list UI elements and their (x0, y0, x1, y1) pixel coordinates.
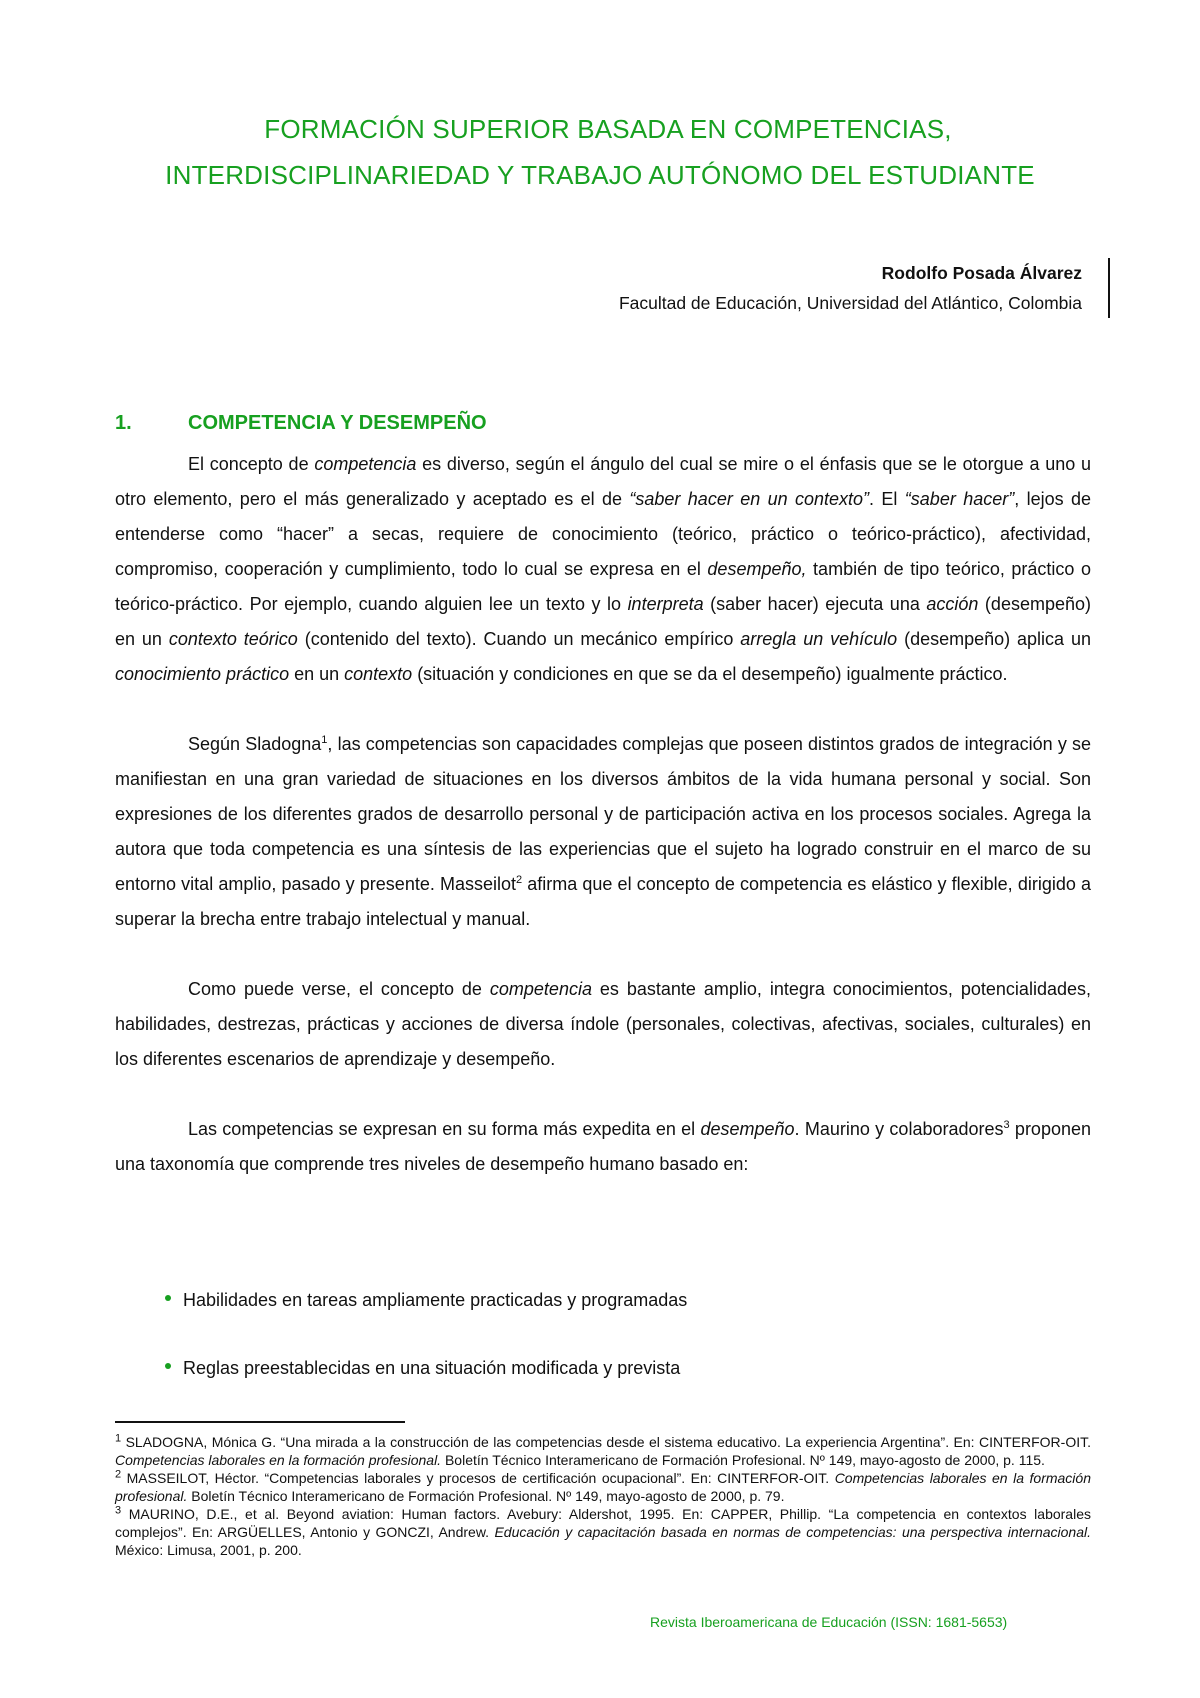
text-run: Boletín Técnico Interamericano de Formación Profesional. Nº 149, mayo-agosto de 2000, p. 79. (187, 1488, 785, 1504)
footnote-ref[interactable]: 1 (321, 734, 328, 746)
text-run: El concepto de (188, 454, 315, 474)
body-text (115, 447, 1091, 1182)
text-run: en un (289, 664, 345, 684)
journal-footer: Revista Iberoamericana de Educación (ISSN: 1681-5653) (650, 1614, 1008, 1630)
text-run: (contenido del texto). Cuando un mecánico empírico (297, 629, 741, 649)
text-run: Según Sladogna (188, 734, 322, 754)
bullet-item (183, 1290, 687, 1311)
footnote-divider (115, 1421, 405, 1423)
text-run: SLADOGNA, Mónica G. “Una mirada a la construcción de las competencias desde el sistema educativo. La experiencia Argentina”. En: CINTERFOR-OIT. (121, 1434, 1091, 1450)
section-heading (115, 412, 487, 435)
footnote-number: 2 (115, 1468, 122, 1481)
section-number: 1. (115, 412, 132, 434)
italic-run: desempeño (700, 1119, 795, 1139)
text-run: es bastante amplio, integra conocimientos, potencialidades, habilidades, destrezas, prácticas y acciones de diversa índole (personales, colectivas, afectivas, sociales, culturales) en los diferentes escenarios de aprendizaje y desempeño. (115, 979, 1091, 1069)
italic-run: contexto (344, 664, 413, 684)
text-run: . Maurino y colaboradores (794, 1119, 1004, 1139)
text-run: . El (869, 489, 905, 509)
bullet-dot-icon (165, 1363, 171, 1369)
text-run: MAURINO, D.E., et al. Beyond aviation: Human factors. Avebury: Aldershot, 1995. En: CAPPER, Phillip. “La competencia en contextos laborales complejos”. En: ARGÜELLES, Antonio y GONCZI, Andrew. (115, 1506, 1091, 1540)
paragraph-2 (115, 727, 1091, 937)
footnote-number: 1 (115, 1432, 122, 1445)
section-title: COMPETENCIA Y DESEMPEÑO (188, 412, 487, 434)
paragraph-4 (115, 1112, 1091, 1182)
text-run: (desempeño) aplica un (897, 629, 1091, 649)
bullet-item (183, 1358, 680, 1379)
footnote-3 (115, 1505, 1091, 1559)
bullet-text: Habilidades en tareas ampliamente practicadas y programadas (183, 1290, 688, 1310)
italic-run: contexto teórico (168, 629, 298, 649)
text-run: proponen una taxonomía que comprende tres niveles de desempeño humano basado en: (115, 1119, 1091, 1174)
italic-run: Competencias laborales en la formación profesional. (115, 1452, 442, 1468)
author-affiliation: Facultad de Educación, Universidad del Atlántico, Colombia (618, 293, 1082, 313)
italic-run: interpreta (627, 594, 704, 614)
footnote-number: 3 (115, 1504, 122, 1517)
text-run: , lejos de entenderse como “hacer” a secas, requiere de conocimiento (teórico, práctico o teórico-práctico), afectividad, compromiso, cooperación y cumplimiento, todo lo cual se expresa en el (115, 489, 1092, 579)
italic-run: competencia (314, 454, 417, 474)
bullet-dot-icon (165, 1295, 171, 1301)
footnote-2 (115, 1469, 1091, 1505)
italic-run: Competencias laborales en la formación profesional. (115, 1470, 1091, 1504)
italic-run: Educación y capacitación basada en normas de competencias: una perspectiva internacional. (494, 1524, 1092, 1540)
footnote-ref[interactable]: 2 (516, 874, 523, 886)
italic-run: arregla un vehículo (740, 629, 898, 649)
text-run: (situación y condiciones en que se da el desempeño) igualmente práctico. (412, 664, 1008, 684)
bullet-text: Reglas preestablecidas en una situación modificada y prevista (183, 1358, 681, 1378)
text-run: también de tipo teórico, práctico o teórico-práctico. Por ejemplo, cuando alguien lee un texto y lo (115, 559, 1091, 614)
text-run: afirma que el concepto de competencia es elástico y flexible, dirigido a superar la brecha entre trabajo intelectual y manual. (115, 874, 1091, 929)
text-run: Las competencias se expresan en su forma más expedita en el (188, 1119, 701, 1139)
author-side-rule (1108, 258, 1110, 318)
italic-run: competencia (489, 979, 592, 999)
paper-title-line-1: FORMACIÓN SUPERIOR BASADA EN COMPETENCIAS, (264, 114, 952, 144)
italic-run: acción (926, 594, 979, 614)
text-run: , las competencias son capacidades complejas que poseen distintos grados de integración y se manifiestan en una gran variedad de situaciones en los diversos ámbitos de la vida humana personal y social. Son expresiones de los diferentes grados de desarrollo personal y de participación activa en los procesos sociales. Agrega la autora que toda competencia es una síntesis de las experiencias que el sujeto ha logrado construir en el marco de su entorno vital amplio, pasado y presente. Masseilot (115, 734, 1091, 894)
italic-run: “saber hacer” (904, 489, 1015, 509)
italic-run: desempeño, (707, 559, 807, 579)
paragraph-3 (115, 972, 1091, 1077)
text-run: (desempeño) en un (115, 594, 1091, 649)
italic-run: conocimiento práctico (115, 664, 290, 684)
footnotes (115, 1433, 1091, 1559)
paragraph-1 (115, 447, 1091, 692)
footnote-ref[interactable]: 3 (1003, 1119, 1010, 1131)
text-run: (saber hacer) ejecuta una (703, 594, 927, 614)
text-run: MASSEILOT, Héctor. “Competencias laborales y procesos de certificación ocupacional”. En: CINTERFOR-OIT. (121, 1470, 835, 1486)
text-run: es diverso, según el ángulo del cual se mire o el énfasis que se le otorgue a uno u otro elemento, pero el más generalizado y aceptado es el de (115, 454, 1091, 509)
text-run: Boletín Técnico Interamericano de Formación Profesional. Nº 149, mayo-agosto de 2000, p. 115. (441, 1452, 1045, 1468)
text-run: México: Limusa, 2001, p. 200. (115, 1542, 302, 1558)
italic-run: “saber hacer en un contexto” (629, 489, 870, 509)
footnote-1 (115, 1433, 1091, 1469)
text-run: Como puede verse, el concepto de (188, 979, 490, 999)
author-block (619, 258, 1094, 318)
paper-title-line-2: INTERDISCIPLINARIEDAD Y TRABAJO AUTÓNOMO DEL ESTUDIANTE (165, 160, 1035, 190)
author-name: Rodolfo Posada Álvarez (881, 263, 1082, 283)
